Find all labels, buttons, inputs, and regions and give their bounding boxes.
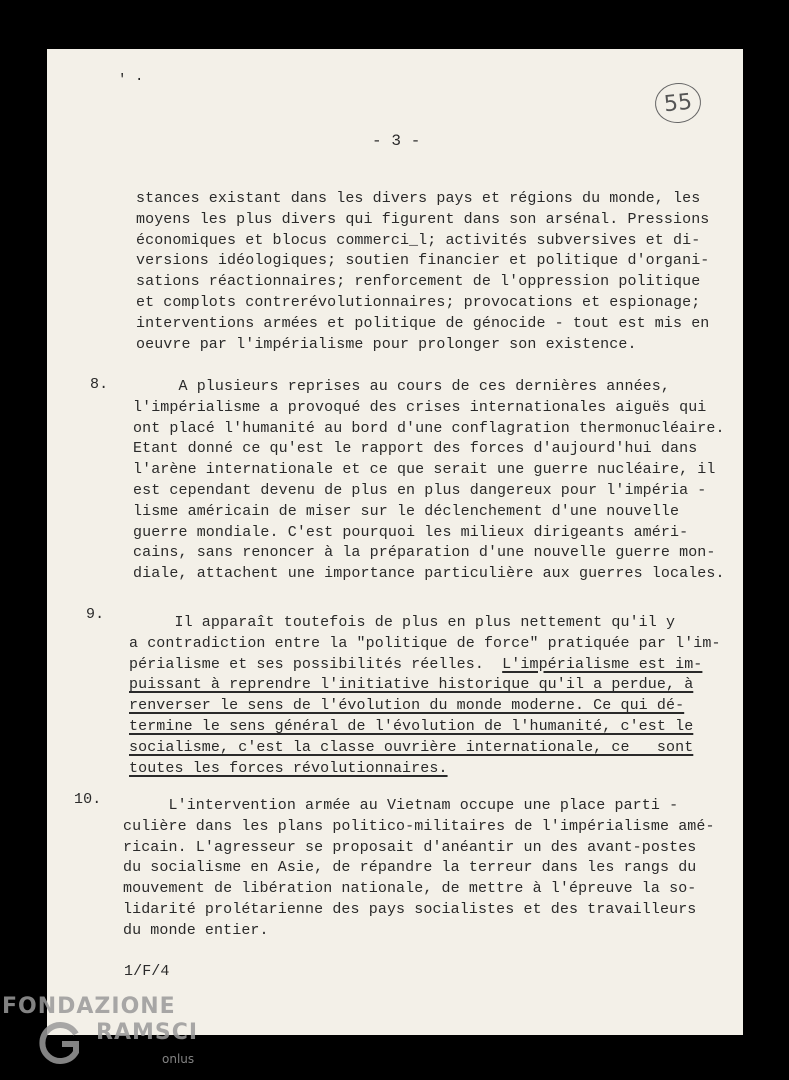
underlined-text: termine le sens général de l'évolution de l'humanité, c'est le — [129, 717, 694, 735]
underlined-text: toutes les forces révolutionnaires. — [129, 759, 448, 777]
paragraph-9 — [129, 613, 721, 779]
paragraph-8 — [133, 377, 725, 585]
watermark-line-1: FONDAZIONE — [2, 994, 176, 1019]
text-line: ricain. L'agresseur se proposait d'anéantir un des avant-postes — [123, 838, 697, 856]
text-line: stances existant dans les divers pays et régions du monde, les — [136, 190, 701, 207]
text-line: versions idéologiques; soutien financier et politique d'organi- — [136, 252, 710, 270]
text-line: et complots contrerévolutionnaires; provocations et espionage; — [136, 293, 701, 311]
text-line: culière dans les plans politico-militaires de l'impérialisme amé- — [123, 817, 715, 835]
text-line: moyens les plus divers qui figurent dans son arsénal. Pressions — [136, 210, 710, 228]
paragraph-number-8: 8. — [90, 376, 109, 393]
text-line: du socialisme en Asie, de répandre la terreur dans les rangs du — [123, 859, 697, 877]
text-line: oeuvre par l'impérialisme pour prolonger son existence. — [136, 335, 637, 353]
document-code: 1/F/4 — [124, 963, 170, 980]
text-line: lisme américain de miser sur le déclenchement d'une nouvelle — [133, 502, 680, 520]
text-line: A plusieurs reprises au cours de ces dernières années, — [133, 378, 670, 395]
paragraph-number-9: 9. — [86, 606, 105, 623]
intro-paragraph — [136, 189, 709, 355]
text-line: guerre mondiale. C'est pourquoi les milieux dirigeants améri- — [133, 523, 689, 541]
text-line: Etant donné ce qu'est le rapport des forces d'aujourd'hui dans — [133, 440, 698, 458]
text-line: lidarité prolétarienne des pays socialistes et des travailleurs — [123, 900, 697, 918]
text-line: a contradiction entre la "politique de force" pratiquée par l'im- — [129, 634, 721, 652]
underlined-text: L'impérialisme est im- — [502, 655, 703, 673]
text-line: sations réactionnaires; renforcement de l'oppression politique — [136, 273, 701, 291]
paragraph-number-10: 10. — [74, 791, 102, 808]
archive-number-stamp: 55 — [653, 81, 703, 126]
text-line: du monde entier. — [123, 921, 269, 939]
text-line: l'impérialisme a provoqué des crises internationales aiguës qui — [133, 398, 707, 416]
underlined-text: socialisme, c'est la classe ouvrière internationale, ce sont — [129, 738, 694, 756]
gramsci-logo-icon — [36, 1020, 82, 1066]
underlined-text: puissant à reprendre l'initiative historique qu'il a perdue, à — [129, 676, 694, 694]
margin-marks: ' · — [118, 72, 144, 88]
fondazione-gramsci-watermark — [2, 990, 202, 1070]
watermark-line-2: RAMSCI — [96, 1020, 199, 1045]
text-line: L'intervention armée au Vietnam occupe une place parti - — [123, 797, 679, 814]
text-line: ont placé l'humanité au bord d'une conflagration thermonucléaire. — [133, 419, 725, 437]
text-line: diale, attachent une importance particulière aux guerres locales. — [133, 565, 725, 583]
text-line: économiques et blocus commerci_l; activités subversives et di- — [136, 231, 701, 249]
text-line: mouvement de libération nationale, de mettre à l'épreuve la so- — [123, 880, 697, 898]
text-line: interventions armées et politique de génocide - tout est mis en — [136, 314, 710, 332]
text-segment: périalisme et ses possibilités réelles. — [129, 655, 503, 673]
page-number: - 3 - — [372, 132, 421, 150]
text-line: Il apparaît toutefois de plus en plus nettement qu'il y — [129, 614, 676, 631]
underlined-text: renverser le sens de l'évolution du monde moderne. Ce qui dé- — [129, 697, 685, 715]
text-line: est cependant devenu de plus en plus dangereux pour l'impéria - — [133, 481, 707, 499]
text-line — [129, 655, 721, 676]
paragraph-10 — [123, 796, 715, 942]
text-line: l'arène internationale et ce que serait une guerre nucléaire, il — [133, 461, 716, 479]
watermark-line-3: onlus — [162, 1052, 195, 1066]
text-line: cains, sans renoncer à la préparation d'une nouvelle guerre mon- — [133, 544, 716, 562]
